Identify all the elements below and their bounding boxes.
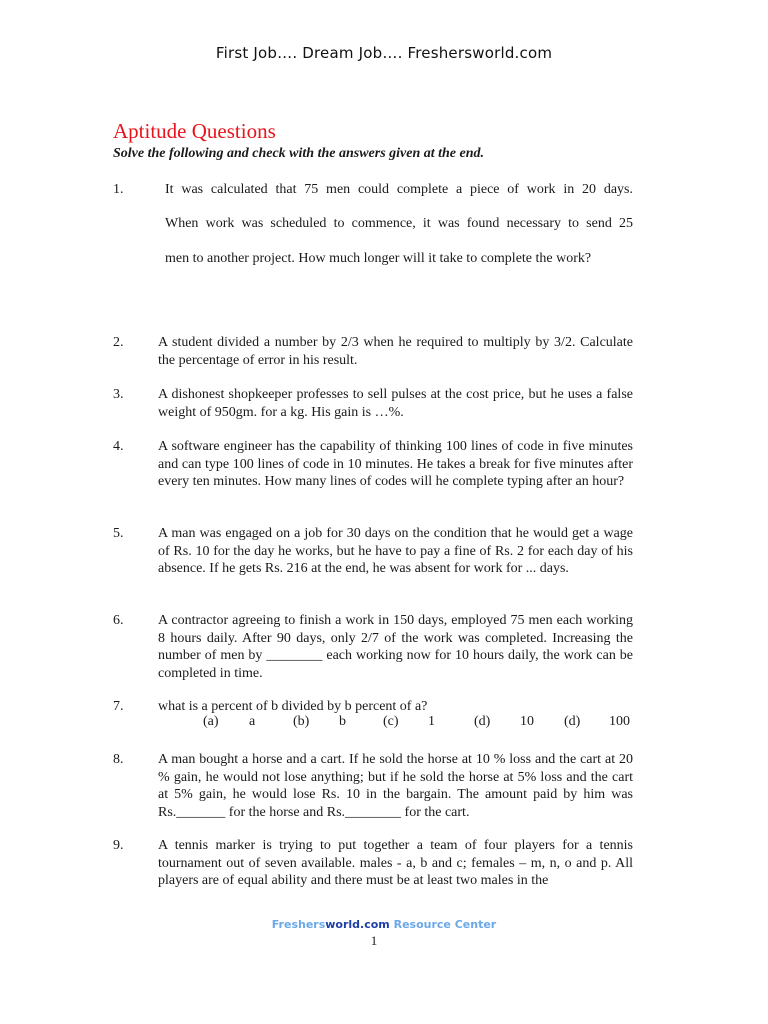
question-text: A man bought a horse and a cart. If he sold the horse at 10 % loss and the cart at 20 % gain, he would not lose anything; but if he sold the horse at 5% loss and the cart at 5% gain, he would lose Rs. 10 in the bargain. The amount paid by him was Rs._______ for the horse and Rs.________ for the cart. <box>158 752 633 820</box>
question-text: A tennis marker is trying to put together a team of four players for a tennis tournament out of seven available. males - a, b and c; females – m, n, o and p. All players are of equal ability and there must be at least two males in the <box>158 838 633 888</box>
question-number: 9. <box>113 838 124 853</box>
question-number: 1. <box>113 182 124 197</box>
question-line: When work was scheduled to commence, it was found necessary to send 25 <box>165 216 633 232</box>
question-number: 6. <box>113 613 124 628</box>
footer-brand <box>0 918 768 931</box>
footer-brand-part: world.com <box>325 918 390 931</box>
question-7-options <box>113 714 633 732</box>
option-label: (d) <box>564 714 581 729</box>
question-5 <box>113 525 633 578</box>
option-label: (c) <box>383 714 399 729</box>
question-text: A software engineer has the capability of thinking 100 lines of code in five minutes and can type 100 lines of code in 10 minutes. He takes a break for five minutes after every ten minutes. How many lines of codes will he complete typing after an hour? <box>158 439 633 489</box>
page-title: Aptitude Questions <box>113 119 276 143</box>
option-value: 10 <box>520 714 534 729</box>
option-label: (a) <box>203 714 219 729</box>
question-number: 8. <box>113 752 124 767</box>
page-number: 1 <box>370 933 378 948</box>
question-text: A student divided a number by 2/3 when he required to multiply by 3/2. Calculate the percentage of error in his result. <box>158 335 633 368</box>
option-label: (d) <box>474 714 491 729</box>
question-7 <box>113 698 633 716</box>
instructions: Solve the following and check with the answers given at the end. <box>113 146 485 161</box>
question-text: A man was engaged on a job for 30 days on the condition that he would get a wage of Rs. 10 for the day he works, but he have to pay a fine of Rs. 2 for each day of his absence. If he gets Rs. 216 at the end, he was absent for work for ... days. <box>158 526 633 576</box>
option-value: 100 <box>609 714 630 729</box>
page-header: First Job…. Dream Job…. Freshersworld.com <box>215 44 553 62</box>
option-value: 1 <box>428 714 435 729</box>
question-number: 5. <box>113 526 124 541</box>
question-text <box>165 173 633 277</box>
footer-brand-part: Freshers <box>271 918 326 931</box>
option-value: b <box>339 714 346 729</box>
question-8 <box>113 751 633 821</box>
question-number: 2. <box>113 335 124 350</box>
question-text: A contractor agreeing to finish a work in 150 days, employed 75 men each working 8 hours daily. After 90 days, only 2/7 of the work was completed. Increasing the number of men by ________ each working now for 10 hours daily, the work can be completed in time. <box>158 613 633 681</box>
question-9 <box>113 837 633 890</box>
question-text: A dishonest shopkeeper professes to sell pulses at the cost price, but he uses a false weight of 950gm. for a kg. His gain is …%. <box>158 387 633 420</box>
option-value: a <box>249 714 256 729</box>
question-number: 4. <box>113 439 124 454</box>
question-1 <box>113 181 633 277</box>
question-number: 3. <box>113 387 124 402</box>
question-line: It was calculated that 75 men could complete a piece of work in 20 days. <box>165 181 633 197</box>
footer-brand-part: Resource Center <box>389 918 497 931</box>
option-label: (b) <box>293 714 310 729</box>
question-number: 7. <box>113 699 124 714</box>
question-2 <box>113 334 633 369</box>
question-6 <box>113 612 633 682</box>
question-line: men to another project. How much longer will it take to complete the work? <box>165 250 592 266</box>
question-3 <box>113 386 633 421</box>
question-text: what is a percent of b divided by b percent of a? <box>158 699 428 714</box>
question-4 <box>113 438 633 491</box>
